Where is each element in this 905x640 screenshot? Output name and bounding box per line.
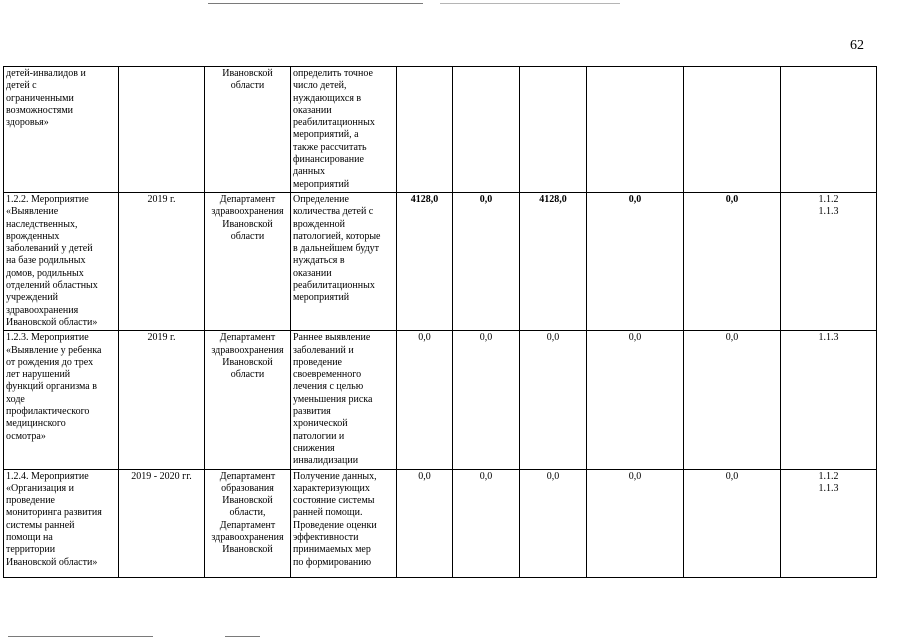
executor-cell: Департамент образования Ивановской области, Департамент здравоохранения Ивановской	[205, 469, 291, 577]
period-cell: 2019 г.	[119, 192, 205, 330]
table-row	[4, 469, 877, 577]
period-cell	[119, 67, 205, 193]
indicators-cell	[781, 67, 877, 193]
table-row	[4, 331, 877, 469]
funding-cell: 0,0	[453, 192, 520, 330]
page-number: 62	[850, 38, 864, 53]
funding-total-cell: 0,0	[397, 469, 453, 577]
activity-name-cell: детей-инвалидов и детей с ограниченными возможностями здоровья»	[4, 67, 119, 193]
activity-name-cell: 1.2.2. Мероприятие «Выявление наследственных, врожденных заболеваний у детей на базе родильных домов, родильных отделений областных учреждений здравоохранения Ивановской области»	[4, 192, 119, 330]
indicators-cell: 1.1.3	[781, 331, 877, 469]
funding-cell	[587, 67, 684, 193]
executor-cell: Департамент здравоохранения Ивановской области	[205, 192, 291, 330]
funding-total-cell	[397, 67, 453, 193]
funding-cell: 0,0	[520, 331, 587, 469]
funding-cell: 0,0	[684, 192, 781, 330]
executor-cell: Департамент здравоохранения Ивановской области	[205, 331, 291, 469]
executor-cell: Ивановской области	[205, 67, 291, 193]
funding-total-cell: 0,0	[397, 331, 453, 469]
funding-cell	[453, 67, 520, 193]
funding-cell: 0,0	[684, 331, 781, 469]
scan-line-top	[208, 3, 423, 4]
scan-line-top	[440, 3, 620, 4]
funding-cell	[684, 67, 781, 193]
funding-cell: 0,0	[453, 331, 520, 469]
funding-cell	[520, 67, 587, 193]
expected-result-cell: Раннее выявление заболеваний и проведение своевременного лечения с целью уменьшения риска развития хронической патологии и снижения инвалидизации	[291, 331, 397, 469]
funding-cell: 0,0	[587, 331, 684, 469]
funding-cell: 0,0	[587, 469, 684, 577]
funding-cell: 0,0	[453, 469, 520, 577]
funding-cell: 0,0	[684, 469, 781, 577]
table-row	[4, 67, 877, 193]
activity-name-cell: 1.2.4. Мероприятие «Организация и проведение мониторинга развития системы ранней помощи на территории Ивановской области»	[4, 469, 119, 577]
funding-cell: 0,0	[520, 469, 587, 577]
period-cell: 2019 - 2020 гг.	[119, 469, 205, 577]
funding-total-cell: 4128,0	[397, 192, 453, 330]
indicators-cell: 1.1.2 1.1.3	[781, 192, 877, 330]
expected-result-cell: Определение количества детей с врожденной патологией, которые в дальнейшем будут нуждаться в оказании реабилитационных мероприятий	[291, 192, 397, 330]
table-row	[4, 192, 877, 330]
scan-line-bottom	[225, 636, 260, 637]
activity-name-cell: 1.2.3. Мероприятие «Выявление у ребенка от рождения до трех лет нарушений функций организма в ходе профилактического медицинского осмотра»	[4, 331, 119, 469]
period-cell: 2019 г.	[119, 331, 205, 469]
indicators-cell: 1.1.2 1.1.3	[781, 469, 877, 577]
expected-result-cell: определить точное число детей, нуждающихся в оказании реабилитационных мероприятий, а также рассчитать финансирование данных мероприятий	[291, 67, 397, 193]
funding-cell: 0,0	[587, 192, 684, 330]
scan-line-bottom	[8, 636, 153, 637]
expected-result-cell: Получение данных, характеризующих состояние системы ранней помощи. Проведение оценки эффективности принимаемых мер по формированию	[291, 469, 397, 577]
program-activities-table	[3, 66, 877, 578]
funding-cell: 4128,0	[520, 192, 587, 330]
